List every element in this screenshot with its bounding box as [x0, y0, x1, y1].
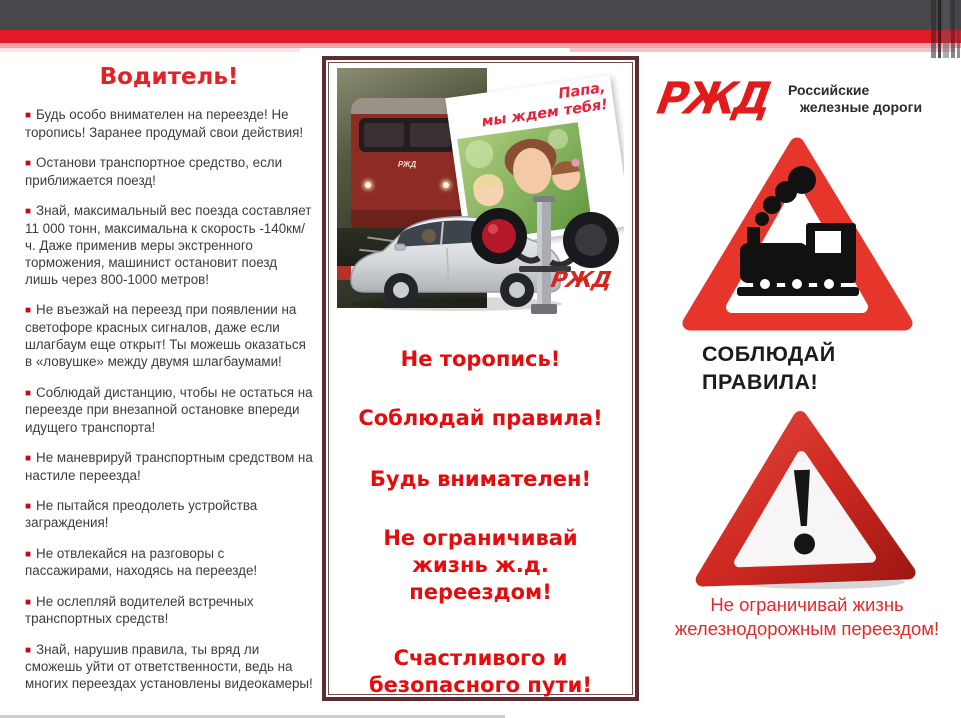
train-windshield	[359, 118, 455, 152]
rule-item: ■ Знай, максимальный вес поезда составляет 11 000 тонн, максимальна к скорость -140км/ч. Даже применив меры экстренного торможения, машинист остановит поезд лишь через 800-1000 метров!	[25, 202, 313, 288]
header-bar-dark	[0, 0, 961, 30]
rzd-logo-small: РЖД	[548, 268, 613, 293]
rule-item: ■ Будь особо внимателен на переезде! Не торопись! Заранее продумай свои действия!	[25, 106, 313, 141]
rule-item: ■ Не въезжай на переезд при появлении на светофоре красных сигналов, даже если шлагбаум еще открыт! Ты можешь оказаться в «ловушке» между двумя шлагбаумами!	[25, 301, 313, 370]
header-bar-pale-right	[570, 48, 955, 52]
photo-collage	[337, 68, 624, 323]
driver-rules-panel	[25, 60, 313, 706]
header-bar-red	[0, 30, 961, 43]
header-bar-pale-left	[0, 48, 300, 52]
crossing-signal	[465, 196, 624, 320]
rules-list	[25, 106, 313, 693]
rule-item: ■ Не ослепляй водителей встречных транспортных средств!	[25, 593, 313, 628]
slogan: Не торопись!	[400, 347, 561, 371]
decor-stripe	[951, 0, 955, 58]
rzd-logo: РЖД	[653, 72, 774, 125]
train-headlight	[365, 182, 371, 188]
decor-stripe	[957, 0, 960, 58]
railway-crossing-sign-icon	[680, 131, 915, 336]
rule-item: ■ Не пытайся преодолеть устройства заграждения!	[25, 497, 313, 532]
train-headlight	[443, 182, 449, 188]
rule-item: ■ Останови транспортное средство, если приближается поезд!	[25, 154, 313, 189]
decor-stripe	[931, 0, 936, 58]
rule-slogan: СОБЛЮДАЙ ПРАВИЛА!	[702, 342, 836, 394]
slogan: Соблюдай правила!	[358, 406, 603, 431]
photo-caption: Папа, мы ждем тебя!	[480, 79, 609, 131]
slogan: Не ограничивай жизнь ж.д. переездом!	[383, 525, 578, 605]
panel-title: Водитель!	[99, 64, 239, 90]
company-name: Российские железные дороги	[788, 82, 923, 115]
warning-exclamation-icon	[690, 406, 916, 592]
center-bordered-panel	[322, 56, 639, 701]
slogan: Счастливого и безопасного пути!	[369, 645, 592, 698]
rule-item: ■ Не отвлекайся на разговоры с пассажирами, находясь на переезде!	[25, 545, 313, 580]
decor-stripe	[943, 0, 949, 58]
rule-item: ■ Знай, нарушив правила, ты вряд ли сможешь уйти от ответственности, ведь на многих переездах установлены видеокамеры!	[25, 641, 313, 693]
slogan: Будь внимателен!	[369, 466, 592, 491]
train-rzd-logo: РЖД	[397, 160, 417, 169]
rule-item: ■ Не маневрируй транспортным средством на настиле переезда!	[25, 449, 313, 484]
slogan-block	[326, 328, 635, 699]
rule-item: ■ Соблюдай дистанцию, чтобы не остаться на переезде при внезапной остановке впереди идущего транспорта!	[25, 384, 313, 436]
decor-stripe	[938, 0, 941, 58]
bottom-slogan: Не ограничивай жизнь железнодорожным переездом!	[674, 594, 940, 640]
